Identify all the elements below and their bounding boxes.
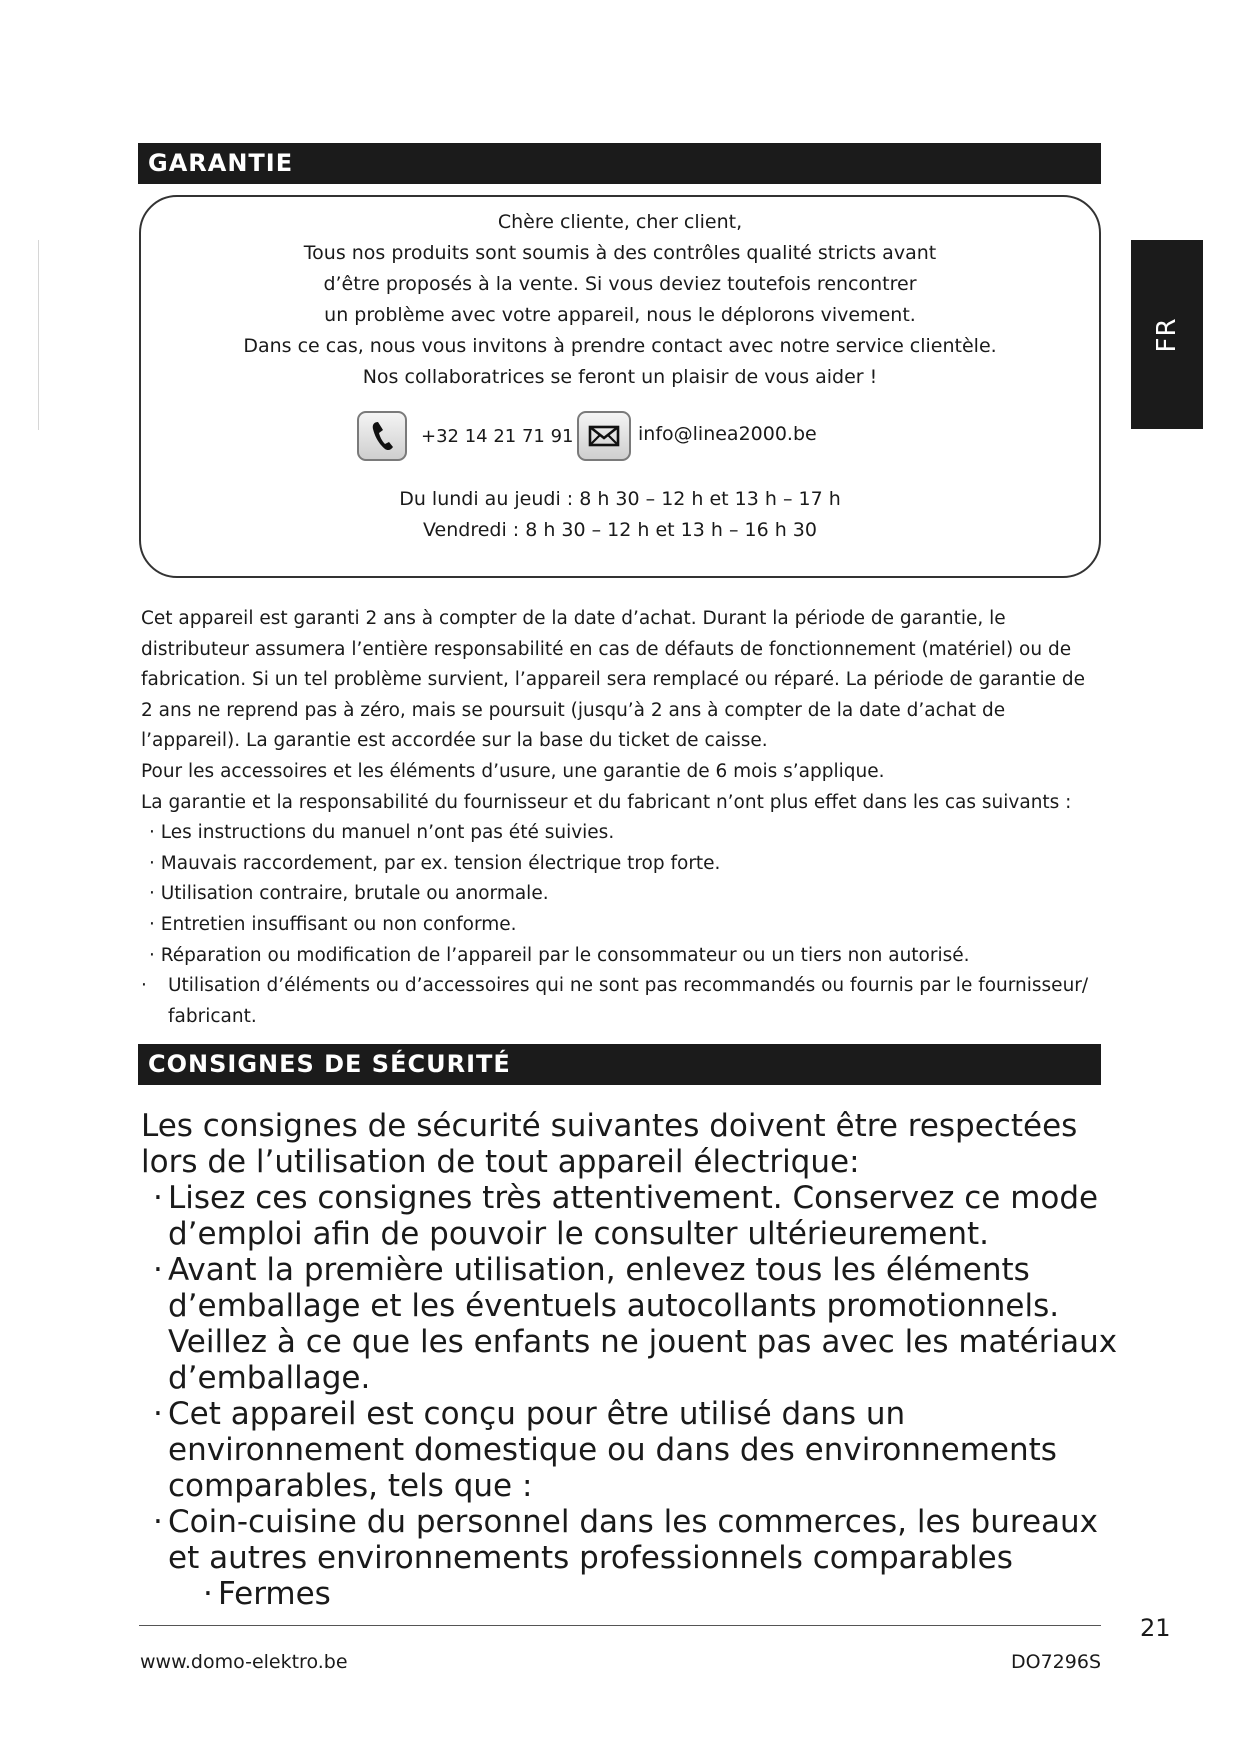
intro-line: un problème avec votre appareil, nous le déplorons vivement. [324,304,916,326]
customer-service-intro [141,207,1099,393]
customer-service-box [139,195,1101,578]
intro-line: Chère cliente, cher client, [497,211,743,233]
language-tab [1131,240,1203,429]
accessories-warranty: Pour les accessoires et les éléments d’usure, une garantie de 6 mois s’applique. [141,760,885,782]
phone-icon [357,411,407,461]
list-item: · Cet appareil est conçu pour être utilisé dans un environnement domestique ou dans des environnements comparables, tels que : [153,1396,1057,1504]
footer-divider [139,1625,1101,1626]
intro-line: Nos collaboratrices se feront un plaisir de vous aider ! [362,366,878,388]
safety-list [141,1180,1121,1612]
envelope-icon [577,411,631,461]
list-item: · Coin-cuisine du personnel dans les commerces, les bureaux et autres environnements professionnels comparables [153,1504,1098,1576]
page-number: 21 [1140,1614,1171,1642]
list-item: · Entretien insuffisant ou non conforme. [149,913,517,935]
hours-line: Du lundi au jeudi : 8 h 30 – 12 h et 13 h – 17 h [399,488,841,510]
phone-number: +32 14 21 71 91 [421,426,574,447]
warranty-text [141,604,1101,1032]
hours-line: Vendredi : 8 h 30 – 12 h et 13 h – 16 h 30 [423,519,817,541]
list-item: · Utilisation contraire, brutale ou anormale. [149,883,549,905]
list-item: · Utilisation d’éléments ou d’accessoires qui ne sont pas recommandés ou fournis par le fournisseur/ fabricant. [141,975,1089,1027]
safety-instructions [141,1108,1121,1612]
exclusions-intro: La garantie et la responsabilité du fournisseur et du fabricant n’ont plus effet dans les cas suivants : [141,791,1072,813]
list-item: · Réparation ou modification de l’appareil par le consommateur ou un tiers non autorisé. [149,944,970,966]
warranty-paragraph: Cet appareil est garanti 2 ans à compter de la date d’achat. Durant la période de garantie, le distributeur assumera l’entière responsabilité en cas de défauts de fonctionnement (matériel) ou de fabrication. Si un tel problème survient, l’appareil sera remplacé ou réparé. La période de garantie de 2 ans ne reprend pas à zéro, mais se poursuit (jusqu’à 2 ans à compter de la date d’achat de l’appareil). La garantie est accordée sur la base du ticket de caisse. [141,608,1085,752]
list-item: · Les instructions du manuel n’ont pas été suivies. [149,822,615,844]
intro-line: Dans ce cas, nous vous invitons à prendre contact avec notre service clientèle. [243,335,997,357]
list-item: · Avant la première utilisation, enlevez tous les éléments d’emballage et les éventuels autocollants promotionnels. Veillez à ce que les enfants ne jouent pas avec les matériaux d’emballage. [153,1252,1118,1396]
list-item: · Lisez ces consignes très attentivement. Conservez ce mode d’emploi afin de pouvoir le consulter ultérieurement. [153,1180,1099,1252]
safety-intro: Les consignes de sécurité suivantes doivent être respectées lors de l’utilisation de tout appareil électrique: [141,1108,1078,1180]
intro-line: Tous nos produits sont soumis à des contrôles qualité stricts avant [303,242,937,264]
email-address: info@linea2000.be [638,423,817,445]
footer-model: DO7296S [1011,1651,1101,1673]
list-item: · Mauvais raccordement, par ex. tension électrique trop forte. [149,852,721,874]
list-item: · Fermes [203,1576,331,1612]
exclusions-list [141,818,1101,1032]
margin-rule [38,240,39,430]
opening-hours [141,484,1099,546]
section-title-consignes: CONSIGNES DE SÉCURITÉ [138,1044,1101,1085]
language-tab-label: FR [1152,316,1182,353]
intro-line: d’être proposés à la vente. Si vous deviez toutefois rencontrer [323,273,917,295]
section-title-garantie: GARANTIE [138,143,1101,184]
contact-row [141,411,1099,461]
footer-url: www.domo-elektro.be [140,1651,348,1673]
